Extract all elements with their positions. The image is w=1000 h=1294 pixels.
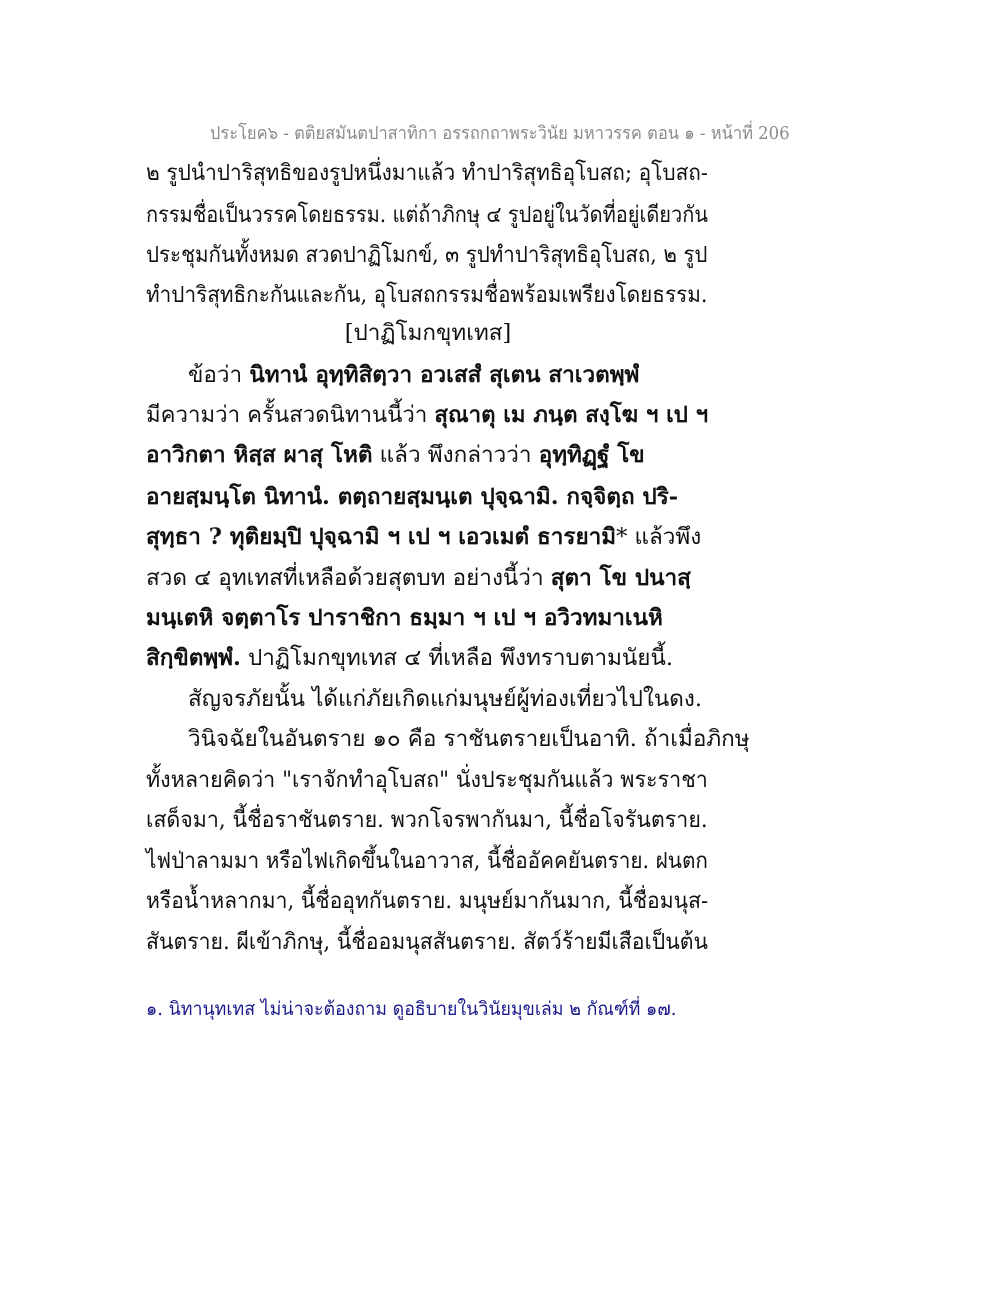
page-header: [0, 118, 1000, 147]
text-line-19: หรือน้ำหลากมา, นี้ชื่ออุทกันตราย. มนุษย์มากันมาก, นี้ชื่อมนุส-: [146, 888, 709, 914]
text-line-8: [146, 440, 706, 470]
page-header-text: ประโยค๖ - ตติยสมันตปาสาทิกา อรรถกถาพระวินัย มหาวรรค ตอน ๑ - หน้าที่ 206: [210, 123, 790, 144]
text-line-10: [146, 522, 706, 552]
pali-span: อุทฺทิฏฺฐํ โข: [538, 442, 645, 468]
pali-span: สุทฺธา ? ทุติยมฺปิ ปุจฺฉามิ ฯ เป ฯ เอวเมตํ ธารยามิ: [146, 524, 617, 550]
text-line-6: [188, 360, 748, 390]
text-line-15: วินิจฉัยในอันตราย ๑๐ คือ ราชันตรายเป็นอาทิ. ถ้าเมื่อภิกษุ: [188, 726, 750, 752]
text-line-3: ประชุมกันทั้งหมด สวดปาฏิโมกข์, ๓ รูปทำปาริสุทธิอุโบสถ, ๒ รูป: [146, 242, 708, 268]
pali-span: มนฺเตหิ จตฺตาโร ปาราชิกา ธมฺมา ฯ เป ฯ อวิวทมาเนหิ: [146, 605, 663, 631]
text-line-20: สันตราย. ผีเข้าภิกษุ, นี้ชื่ออมนุสสันตราย. สัตว์ร้ายมีเสือเป็นต้น: [146, 929, 708, 955]
text-span: สวด ๔ อุทเทสที่เหลือด้วยสุตบท อย่างนี้ว่า: [146, 565, 551, 591]
text-line-13: [146, 643, 706, 673]
text-line-12: [146, 603, 706, 633]
text-span: ข้อว่า: [188, 362, 250, 388]
pali-span: นิทานํ อุทฺทิสิตฺวา อวเสสํ สุเตน สาเวตพฺพํ: [249, 362, 640, 388]
text-span: * แล้วพึง: [616, 524, 702, 550]
footnote: ๑. นิทานุทเทส ไม่น่าจะต้องถาม ดูอธิบายในวินัยมุขเล่ม ๒ กัณฑ์ที่ ๑๗.: [146, 999, 677, 1020]
text-line-11: [146, 563, 706, 593]
text-line-16: ทั้งหลายคิดว่า "เราจักทำอุโบสถ" นั่งประชุมกันแล้ว พระราชา: [146, 767, 708, 793]
pali-span: สิกฺขิตพฺพํ.: [146, 645, 241, 671]
pali-span: สุณาตุ เม ภนฺต สงฺโฆ ฯ เป ฯ: [434, 402, 709, 428]
text-line-17: เสด็จมา, นี้ชื่อราชันตราย. พวกโจรพากันมา, นี้ชื่อโจรันตราย.: [146, 807, 708, 833]
text-span: มีความว่า ครั้นสวดนิทานนี้ว่า: [146, 402, 435, 428]
text-line-18: ไฟป่าลามมา หรือไฟเกิดขึ้นในอาวาส, นี้ชื่ออัคคยันตราย. ฝนตก: [146, 848, 708, 874]
text-line-7: [146, 400, 709, 430]
text-line-1: ๒ รูปนำปาริสุทธิของรูปหนึ่งมาแล้ว ทำปาริสุทธิอุโบสถ; อุโบสถ-: [146, 160, 708, 186]
text-span: แล้ว พึงกล่าวว่า: [372, 442, 539, 468]
text-line-2: กรรมชื่อเป็นวรรคโดยธรรม. แต่ถ้าภิกษุ ๔ รูปอยู่ในวัดที่อยู่เดียวกัน: [146, 202, 708, 228]
pali-span: สุตา โข ปนาสฺ: [550, 565, 691, 591]
text-line-9: [146, 482, 706, 512]
text-line-4: ทำปาริสุทธิกะกันและกัน, อุโบสถกรรมชื่อพร้อมเพรียงโดยธรรม.: [146, 282, 708, 308]
text-line-14: สัญจรภัยนั้น ได้แก่ภัยเกิดแก่มนุษย์ผู้ท่องเที่ยวไปในดง.: [188, 686, 703, 712]
text-span: ปาฏิโมกขุทเทส ๔ ที่เหลือ พึงทราบตามนัยนี้.: [240, 645, 674, 671]
pali-span: อายสฺมนฺโต นิทานํ. ตตฺถายสฺมนฺเต ปุจฺฉามิ. กจฺจิตฺถ ปริ-: [146, 484, 679, 510]
pali-span: อาวิกตา หิสฺส ผาสุ โหติ: [146, 442, 373, 468]
section-heading: [ปาฏิโมกขุทเทส]: [344, 320, 512, 346]
